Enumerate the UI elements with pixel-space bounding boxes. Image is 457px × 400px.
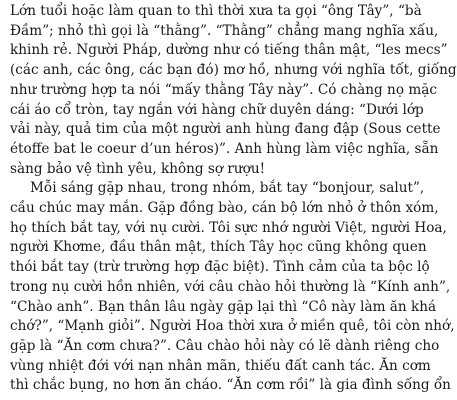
- paragraph-2: [10, 179, 455, 396]
- text-line: étoffe bat le coeur d’un héros)”. Anh hùng làm việc nghĩa, sẵn: [10, 140, 439, 157]
- text-line: người Khơme, đầu thân mật, thích Tây học cũng không quen: [10, 239, 427, 256]
- text-line: thói bắt tay (trừ trường hợp đặc biệt). Tình cảm của ta bộc lộ: [10, 259, 430, 276]
- text-line: vùng nhiệt đới với nạn nhân mãn, thiếu đất canh tác. Ăn cơm: [10, 357, 431, 374]
- text-line: Đầm”; nhỏ thì gọi là “thằng”. “Thằng” chẳng mang nghĩa xấu,: [10, 22, 439, 39]
- text-line: Lớn tuổi hoặc làm quan to thì thời xưa ta gọi “ông Tây”, “bà: [10, 3, 422, 19]
- text-line: khinh rẻ. Người Pháp, dường như có tiếng thân mật, “les mecs”: [10, 42, 448, 59]
- text-line: (các anh, các ông, các bạn đó) mơ hồ, nhưng với nghĩa tốt, giống: [10, 62, 457, 79]
- text-line: vải này, quả tim của một người anh hùng đang đập (Sous cette: [10, 121, 441, 138]
- text-line: cầu chúc may mắn. Gặp đồng bào, cán bộ lớn nhỏ ở thôn xóm,: [10, 200, 439, 217]
- text-line: như trường hợp ta nói “mấy thằng Tây này”. Có chàng nọ mặc: [10, 81, 437, 98]
- text-line: gặp là “Ăn cơm chưa?”. Câu chào hỏi này có lẽ dành riêng cho: [10, 337, 440, 354]
- text-line: sàng bảo vệ tình yêu, không sợ rượu!: [10, 160, 266, 177]
- text-line: chớ?”, “Mạnh giỏi”. Người Hoa thời xưa ở miền quê, tôi còn nhớ,: [10, 318, 455, 335]
- paragraph-1: [10, 2, 457, 179]
- text-line: trong nụ cười hồn nhiên, với câu chào hỏi thường là “Kính anh”,: [10, 278, 451, 295]
- text-line: Mỗi sáng gặp nhau, trong nhóm, bắt tay “bonjour, salut”,: [30, 180, 425, 197]
- text-line: cái áo cổ tròn, tay ngắn với hàng chữ duyên dáng: “Dưới lớp: [10, 101, 424, 118]
- text-line: họ thích bắt tay, với nụ cười. Tôi sực nhớ người Việt, người Hoa,: [10, 219, 447, 236]
- text-line: “Chào anh”. Bạn thân lâu ngày gặp lại thì “Cô này làm ăn khá: [10, 298, 437, 315]
- text-line: thì chắc bụng, no hơn ăn cháo. “Ăn cơm rồi” là gia đình sống ổn: [10, 377, 451, 394]
